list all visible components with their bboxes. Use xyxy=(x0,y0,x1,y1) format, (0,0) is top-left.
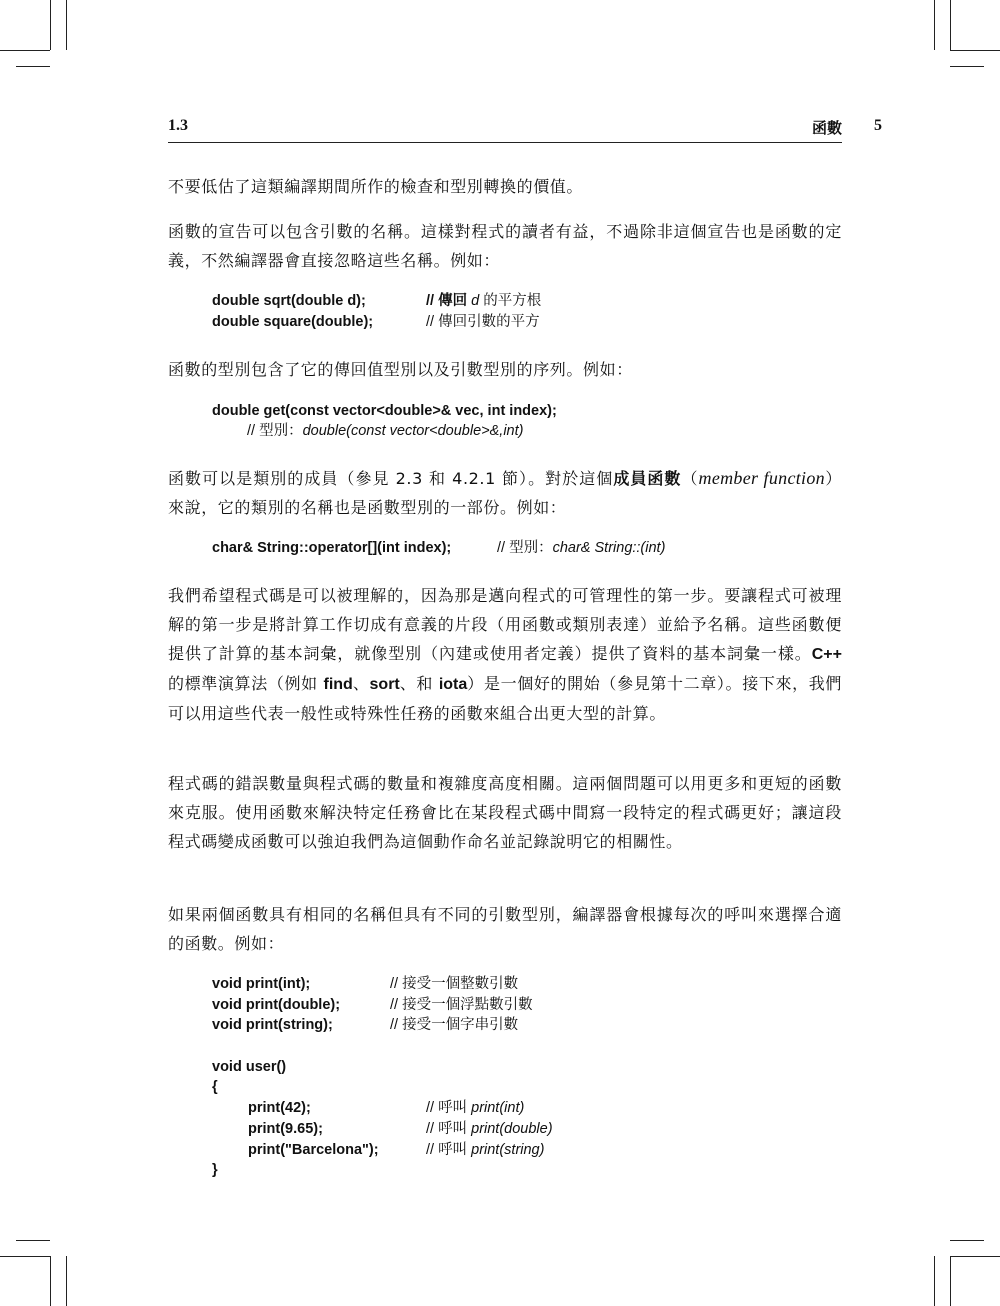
italic-term: member function xyxy=(698,468,825,488)
bold-term: 成員函數 xyxy=(613,469,682,488)
crop-mark xyxy=(50,0,51,50)
code-comment: // 接受一個浮點數引數 xyxy=(390,997,533,1013)
crop-mark xyxy=(0,1256,50,1257)
crop-mark xyxy=(16,1240,50,1241)
crop-mark xyxy=(0,50,50,51)
paragraph: 不要低估了這類編譯期間所作的檢查和型別轉換的價值。 xyxy=(168,177,584,196)
crop-mark xyxy=(950,1256,1000,1257)
running-header xyxy=(168,116,842,143)
code-line: print(9.65); xyxy=(248,1121,323,1137)
crop-mark xyxy=(950,1240,984,1241)
code-comment: // 接受一個字串引數 xyxy=(390,1017,519,1033)
paragraph: 程式碼的錯誤數量與程式碼的數量和複雜度高度相關。這兩個問題可以用更多和更短的函數來克服。使用函數來解決特定任務會比在某段程式碼中間寫一段特定的程式碼更好；讓這段程式碼變成函數可以強迫我們為這個動作命名並記錄說明它的相關性。 xyxy=(168,774,842,851)
code-term: find xyxy=(323,676,353,693)
code-line: print("Barcelona"); xyxy=(248,1142,379,1158)
crop-mark xyxy=(950,50,1000,51)
code-comment: // 呼叫 print(string) xyxy=(426,1142,545,1158)
code-term: iota xyxy=(438,676,468,693)
code-line: } xyxy=(212,1162,218,1178)
code-comment: // 呼叫 print(int) xyxy=(426,1100,525,1116)
code-line: void user() xyxy=(212,1059,287,1075)
crop-mark xyxy=(950,0,951,50)
code-comment: // 接受一個整數引數 xyxy=(390,976,519,992)
code-comment: // 型別：double(const vector<double>&,int) xyxy=(247,423,524,439)
code-line: double square(double); xyxy=(212,314,374,330)
crop-mark xyxy=(50,1256,51,1306)
code-line: void print(double); xyxy=(212,997,341,1013)
code-term: sort xyxy=(369,676,400,693)
code-line: char& String::operator[](int index); xyxy=(212,540,452,556)
code-comment: // 傳回引數的平方 xyxy=(426,314,540,330)
crop-mark xyxy=(66,1256,67,1306)
crop-mark xyxy=(950,1256,951,1306)
crop-mark xyxy=(66,0,67,50)
crop-mark xyxy=(934,0,935,50)
paragraph: 函數可以是類別的成員（參見 2.3 和 4.2.1 節）。對於這個成員函數（member function）來說，它的類別的名稱也是函數型別的一部份。例如： xyxy=(168,468,842,517)
crop-mark xyxy=(934,1256,935,1306)
code-comment: // 型別：char& String::(int) xyxy=(497,540,666,556)
section-number: 1.3 xyxy=(168,117,188,134)
code-comment: // 呼叫 print(double) xyxy=(426,1121,553,1137)
page-number: 5 xyxy=(874,117,882,134)
crop-mark xyxy=(950,66,984,67)
paragraph: 我們希望程式碼是可以被理解的，因為那是邁向程式的可管理性的第一步。要讓程式可被理解的第一步是將計算工作切成有意義的片段（用函數或類別表達）並給予名稱。這些函數便提供了計算的基本詞彙，就像型別（內建或使用者定義）提供了資料的基本詞彙一樣。C++ 的標準演算法（例如 find、sort、和 iota）是一個好的開始（參見第十二章）。接下來，我們可以用這些代表一般性或特殊性任務的函數來組合出更大型的計算。 xyxy=(168,586,842,723)
paragraph: 函數的型別包含了它的傳回值型別以及引數型別的序列。例如： xyxy=(168,360,633,379)
code-comment: // 傳回 d 的平方根 xyxy=(426,293,542,309)
crop-mark xyxy=(16,66,50,67)
code-line: { xyxy=(212,1079,218,1095)
paragraph: 如果兩個函數具有相同的名稱但具有不同的引數型別，編譯器會根據每次的呼叫來選擇合適的函數。例如： xyxy=(168,905,842,953)
paragraph: 函數的宣告可以包含引數的名稱。這樣對程式的讀者有益，不過除非這個宣告也是函數的定義，不然編譯器會直接忽略這些名稱。例如： xyxy=(168,222,842,270)
code-line: void print(string); xyxy=(212,1017,333,1033)
code-line: print(42); xyxy=(248,1100,311,1116)
code-line: double get(const vector<double>& vec, int index); xyxy=(212,403,557,419)
code-line: void print(int); xyxy=(212,976,311,992)
code-line: double sqrt(double d); xyxy=(212,293,366,309)
chapter-title: 函數 xyxy=(811,119,842,137)
